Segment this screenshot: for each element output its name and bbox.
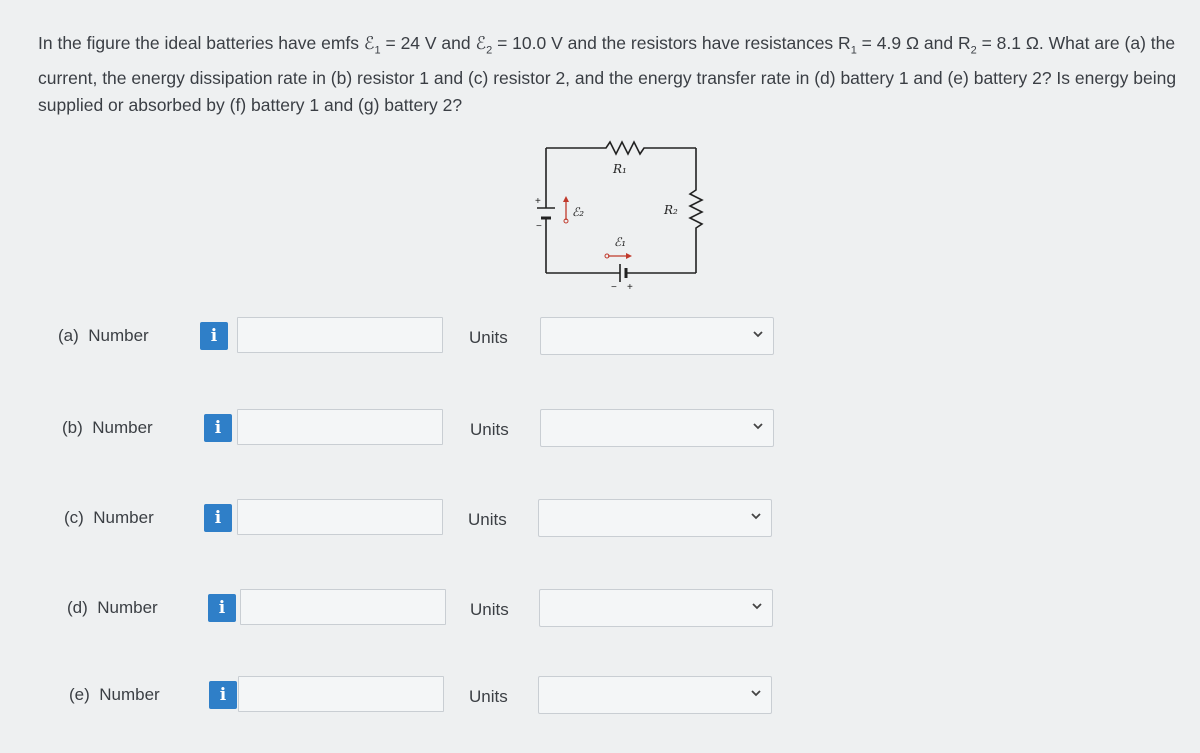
answer-row-a xyxy=(0,317,1200,357)
units-select-d[interactable] xyxy=(539,589,773,627)
emf-1-label: ℰ₁ xyxy=(614,235,627,249)
part-label: (a) Number xyxy=(58,326,149,345)
emf-symbol: ℰ xyxy=(475,33,487,53)
answer-row-c xyxy=(0,499,1200,539)
number-input-a[interactable] xyxy=(237,317,443,353)
battery-1-minus: − xyxy=(611,282,617,293)
circuit-diagram xyxy=(528,128,718,298)
resistor-r2 xyxy=(690,148,702,273)
units-label: Units xyxy=(468,510,507,529)
emf-subscript: 2 xyxy=(486,44,493,57)
units-select-c[interactable] xyxy=(538,499,772,537)
units-label: Units xyxy=(470,600,509,619)
emf-subscript: 1 xyxy=(374,44,381,57)
number-input-c[interactable] xyxy=(237,499,443,535)
question-text xyxy=(38,30,1198,119)
emf-2-arrowhead xyxy=(563,196,569,202)
question-part: = 8.1 Ω. What are (a) the current, the energy dissipation rate in (b) resistor 1 and (c) resistor 2, and the energy transfer rate in (d) battery 1 and (e) battery 2? Is energy being supplied or absorbed by (f) battery 1 and (g) battery 2? xyxy=(38,33,1177,115)
info-icon[interactable]: i xyxy=(204,414,232,442)
battery-2-plus: + xyxy=(535,196,541,207)
r1-label: R₁ xyxy=(613,162,627,176)
question-part: = 24 V and xyxy=(380,33,476,53)
chevron-down-icon xyxy=(749,686,763,700)
number-input-b[interactable] xyxy=(237,409,443,445)
question-part: = 10.0 V and the resistors have resistances R xyxy=(492,33,851,53)
info-icon[interactable]: i xyxy=(200,322,228,350)
units-select-e[interactable] xyxy=(538,676,772,714)
resistor-subscript: 2 xyxy=(970,44,977,57)
question-part: In the figure the ideal batteries have emfs xyxy=(38,33,364,53)
answer-row-d xyxy=(0,589,1200,629)
question-part: = 4.9 Ω and R xyxy=(856,33,971,53)
part-label: (d) Number xyxy=(67,598,158,617)
info-icon[interactable]: i xyxy=(208,594,236,622)
resistor-r1 xyxy=(546,142,696,154)
part-label: (c) Number xyxy=(64,508,154,527)
battery-2-minus: − xyxy=(536,221,542,232)
emf-symbol: ℰ xyxy=(363,33,375,53)
units-label: Units xyxy=(469,687,508,706)
info-icon[interactable]: i xyxy=(209,681,237,709)
part-label: (b) Number xyxy=(62,418,153,437)
units-select-a[interactable] xyxy=(540,317,774,355)
part-label: (e) Number xyxy=(69,685,160,704)
number-input-e[interactable] xyxy=(238,676,444,712)
chevron-down-icon xyxy=(751,419,765,433)
r2-label: R₂ xyxy=(664,203,678,217)
battery-1-plus: + xyxy=(627,282,633,293)
units-select-b[interactable] xyxy=(540,409,774,447)
units-label: Units xyxy=(470,420,509,439)
units-label: Units xyxy=(469,328,508,347)
chevron-down-icon xyxy=(750,599,764,613)
answer-row-e xyxy=(0,676,1200,716)
chevron-down-icon xyxy=(749,509,763,523)
info-icon[interactable]: i xyxy=(204,504,232,532)
answer-row-b xyxy=(0,409,1200,449)
emf-1-arrowhead xyxy=(626,253,632,259)
chevron-down-icon xyxy=(751,327,765,341)
resistor-subscript: 1 xyxy=(850,44,857,57)
number-input-d[interactable] xyxy=(240,589,446,625)
emf-2-label: ℰ₂ xyxy=(572,205,585,219)
